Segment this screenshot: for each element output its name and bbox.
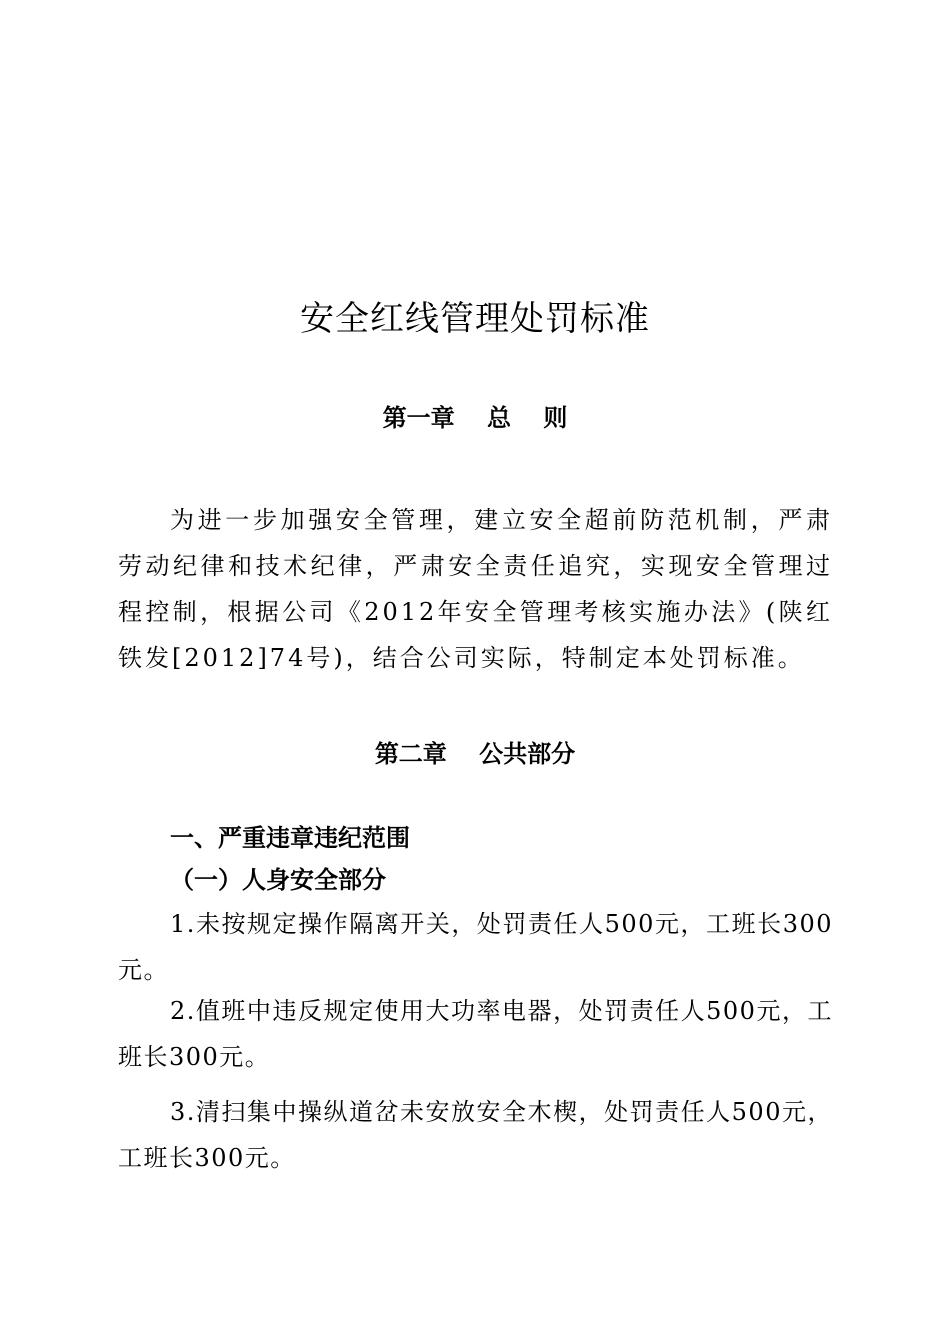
penalty-item-2: 2.值班中违反规定使用大功率电器，处罚责任人500元，工班长300元。 <box>118 997 833 1071</box>
document-title: 安全红线管理处罚标准 <box>300 299 650 339</box>
subsection-heading: （一）人身安全部分 <box>170 866 386 894</box>
intro-paragraph: 为进一步加强安全管理，建立安全超前防范机制，严肃劳动纪律和技术纪律，严肃安全责任追究，实现安全管理过程控制，根据公司《2012年安全管理考核实施办法》(陕红铁发[2012]74号)，结合公司实际，特制定本处罚标准。 <box>118 506 833 672</box>
penalty-item-1: 1.未按规定操作隔离开关，处罚责任人500元，工班长300元。 <box>118 910 833 984</box>
penalty-item-3: 3.清扫集中操纵道岔未安放安全木楔，处罚责任人500元，工班长300元。 <box>118 1098 833 1172</box>
chapter-one-heading: 第一章 总 则 <box>382 404 568 432</box>
section-heading: 一、严重违章违纪范围 <box>170 824 410 852</box>
chapter-two-heading: 第二章 公共部分 <box>374 740 576 768</box>
